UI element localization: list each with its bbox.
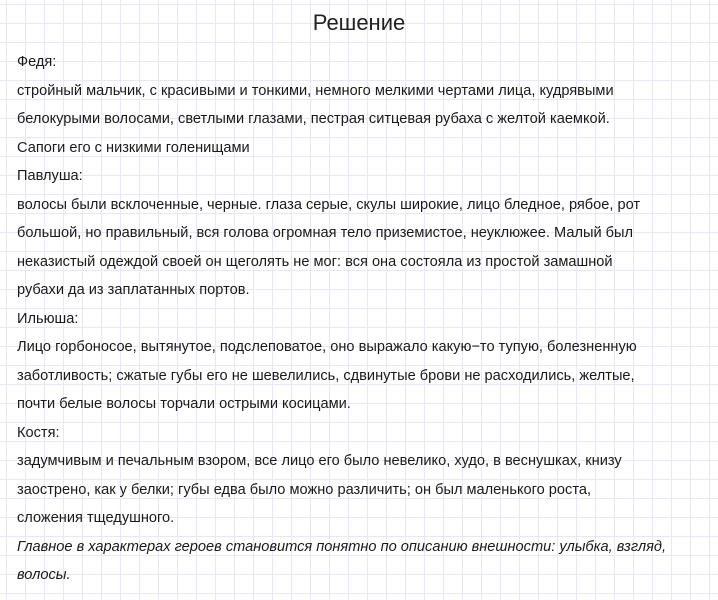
section-heading-ilyusha: Ильюша: <box>17 310 79 327</box>
text-line: задумчивым и печальным взором, все лицо его было невелико, худо, в веснушках, книзу <box>17 453 622 469</box>
text-line: рубахи да из заплатанных портов. <box>17 282 250 298</box>
text-line: стройный мальчик, с красивыми и тонкими, немного мелкими чертами лица, кудрявыми <box>17 82 614 99</box>
text-line: белокурыми волосами, светлыми глазами, пестрая ситцевая рубаха с желтой каемкой. <box>17 111 610 127</box>
text-line: волосы были всклоченные, черные. глаза серые, скулы широкие, лицо бледное, рябое, рот <box>17 196 641 213</box>
text-line: Лицо горбоносое, вытянутое, подслеповатое, оно выражало какую−то тупую, болезненную <box>17 339 637 355</box>
conclusion-line: Главное в характерах героев становится понятно по описанию внешности: улыбка, взгляд, <box>17 538 667 555</box>
text-line: Сапоги его с низкими голенищами <box>17 139 250 156</box>
text-line: почти белые волосы торчали острыми косицами. <box>17 396 351 412</box>
solution-text <box>17 48 709 590</box>
section-heading-kostya: Костя: <box>17 424 60 441</box>
page-title: Решение <box>312 10 406 35</box>
conclusion-line: волосы. <box>17 567 71 583</box>
text-line: сложения тщедушного. <box>17 510 175 526</box>
text-line: большой, но правильный, вся голова огромная тело приземистое, неуклюжее. Малый был <box>17 225 634 241</box>
text-line: заострено, как у белки; губы едва было можно различить; он был маленького роста, <box>17 481 592 498</box>
section-heading-fedya: Федя: <box>17 54 57 70</box>
text-line: заботливость; сжатые губы его не шевелились, сдвинутые брови не расходились, желтые, <box>17 367 635 384</box>
section-heading-pavlusha: Павлуша: <box>17 168 83 184</box>
text-line: неказистый одеждой своей он щеголять не мог: вся она состояла из простой замашной <box>17 253 613 270</box>
